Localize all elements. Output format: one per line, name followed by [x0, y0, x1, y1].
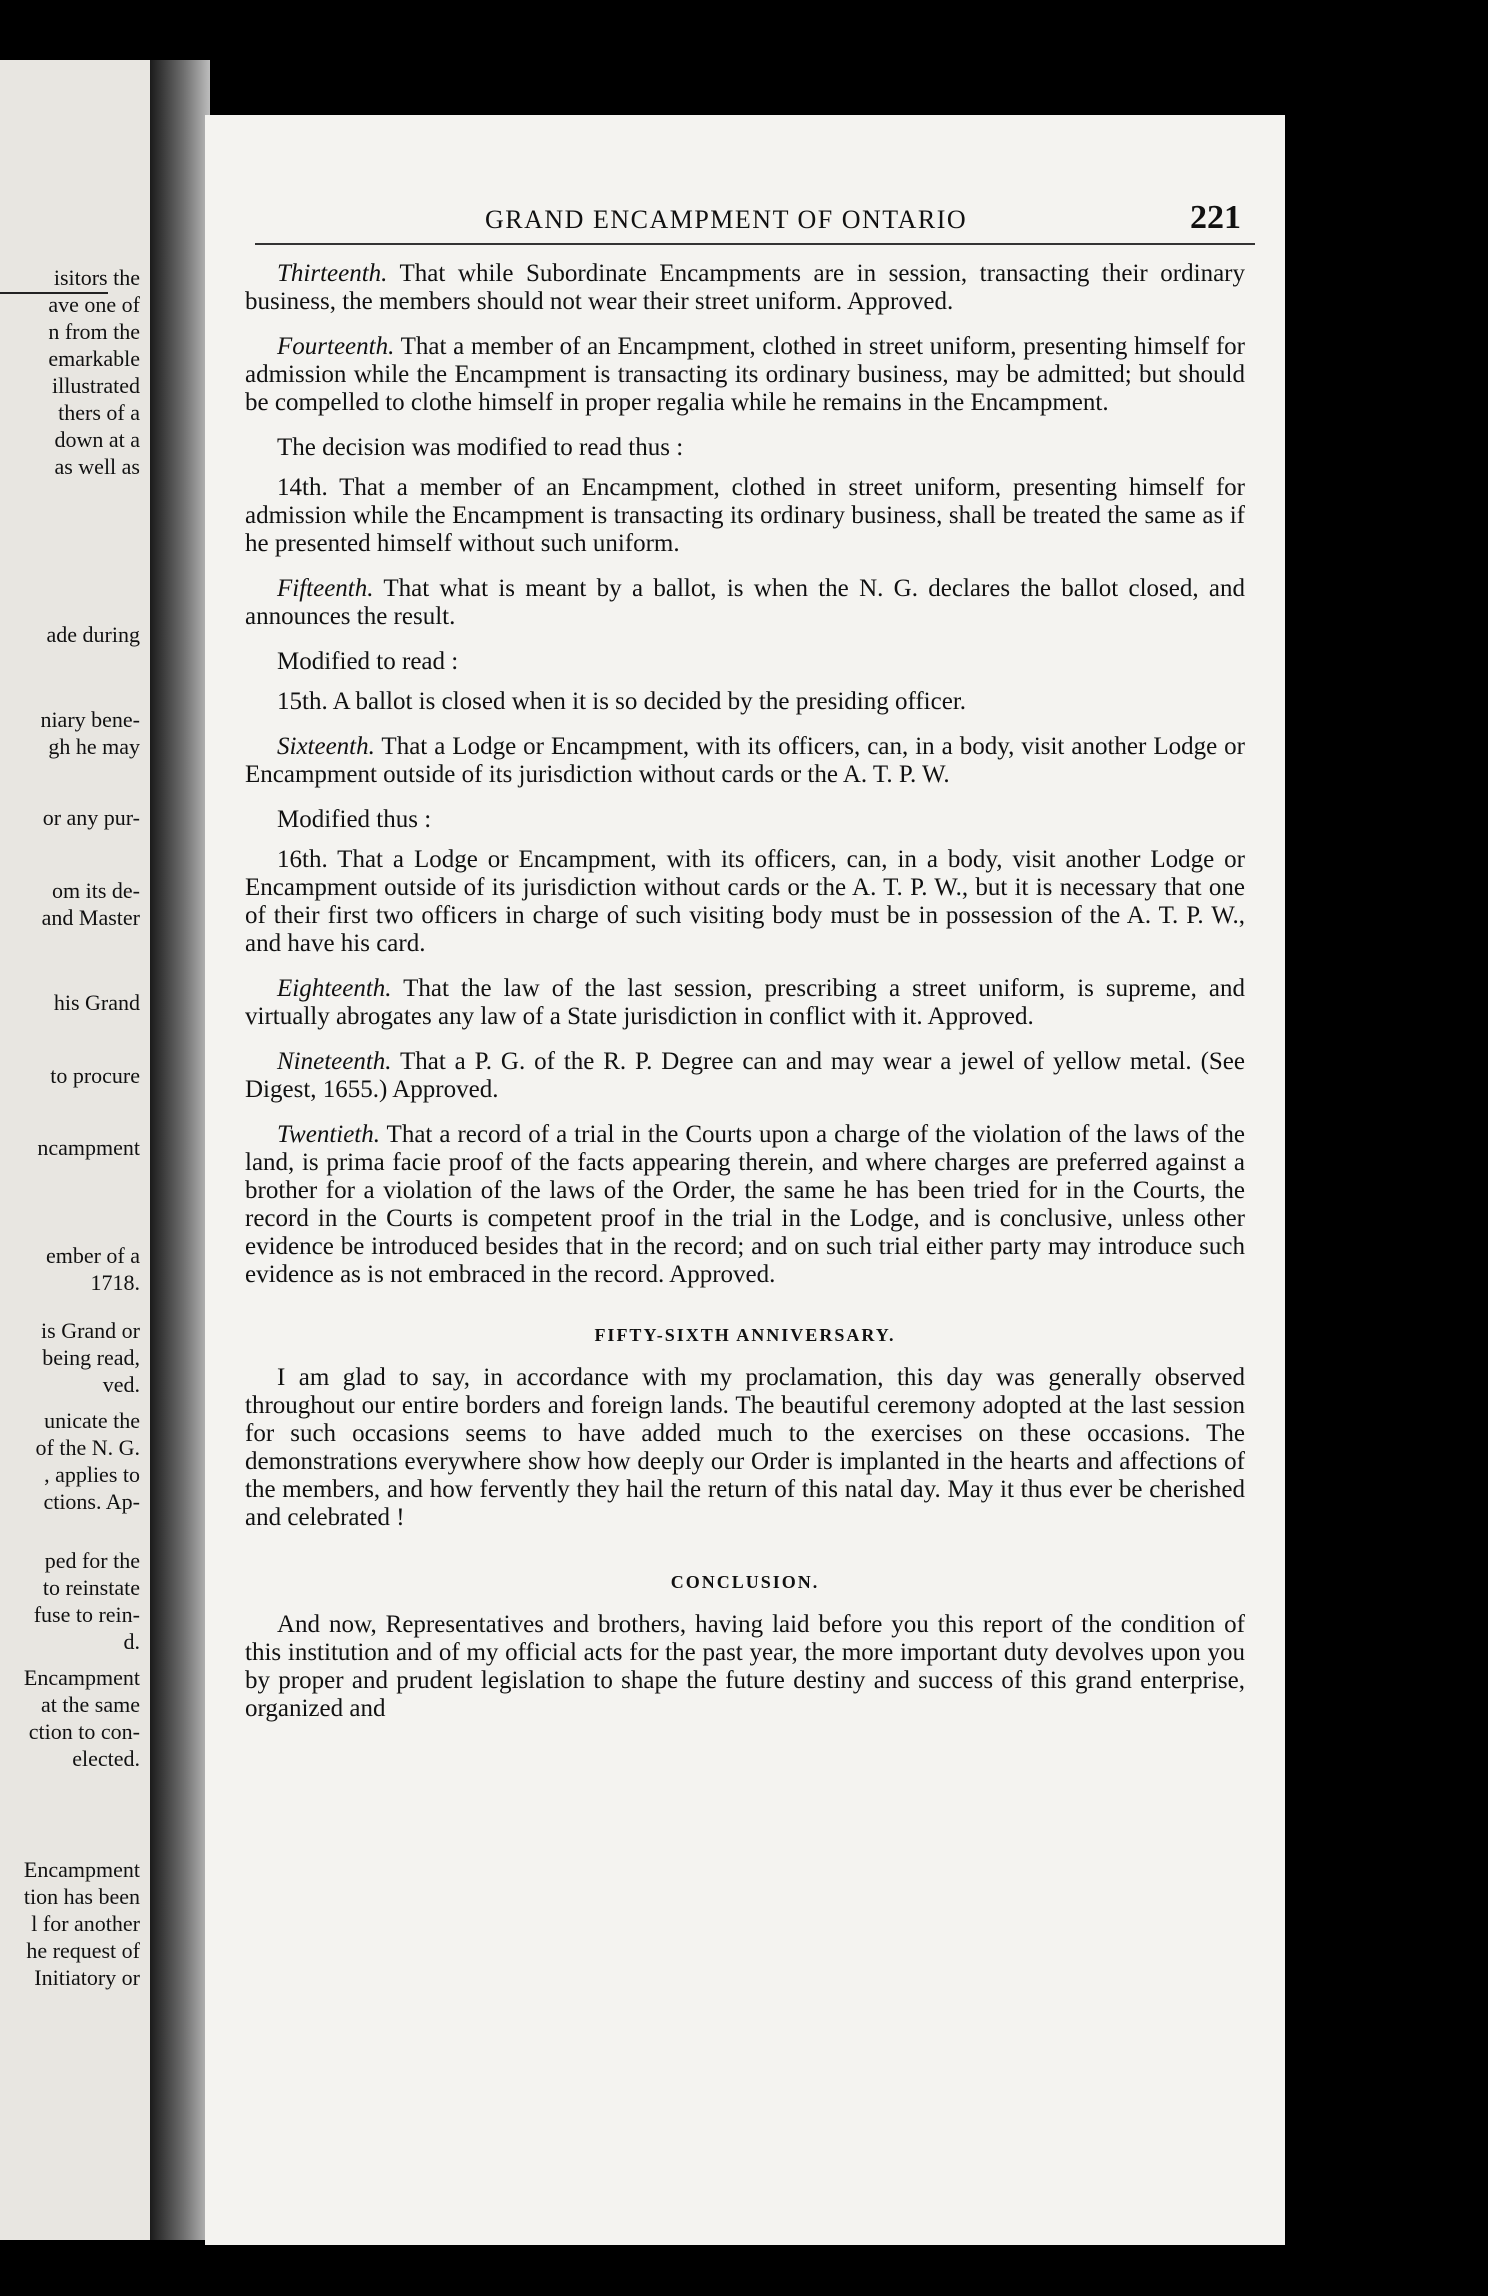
facing-page-line: ember of a: [45, 1243, 140, 1268]
facing-page-line: om its de-: [52, 878, 140, 903]
facing-page-line: and Master: [41, 905, 140, 930]
facing-page-line: unicate the: [44, 1408, 140, 1433]
decision-text: That the law of the last session, prescribing a street uniform, is supreme, and virtually abrogates any law of a State jurisdiction in conflict with it. Approved.: [245, 975, 1245, 1030]
facing-page-line: Encampment: [23, 1665, 140, 1690]
decision-lead: Thirteenth.: [277, 260, 388, 287]
decision-lead: Eighteenth.: [277, 975, 392, 1002]
facing-page-line: ved.: [102, 1372, 140, 1397]
decision-text: That a member of an Encampment, clothed in street uniform, presenting himself for admission while the Encampment is transacting its ordinary business, may be admitted; but should be compelled to clothe himself in proper regalia while he remains in the Encampment.: [245, 333, 1245, 416]
decision-lead: Nineteenth.: [277, 1048, 392, 1075]
decision-paragraph: [245, 733, 1245, 789]
decision-lead: Twentieth.: [277, 1121, 381, 1148]
decision-lead: Fourteenth.: [277, 333, 395, 360]
section-heading-conclusion: CONCLUSION.: [670, 1572, 820, 1592]
facing-page-line: isitors the: [53, 265, 140, 290]
facing-page-line: is Grand or: [41, 1318, 140, 1343]
facing-page-line: Encampment: [23, 1857, 140, 1882]
decision-text: 14th. That a member of an Encampment, clothed in street uniform, presenting himself for admission while the Encampment is transacting its ordinary business, shall be treated the same as if he presented himself without such uniform.: [245, 474, 1245, 557]
facing-page-line: or any pur-: [42, 805, 140, 830]
decision-text: That a record of a trial in the Courts upon a charge of the violation of the laws of the land, is prima facie proof of the facts appearing therein, and where charges are preferred against a brother for a violation of the laws of the Order, the same he has been tried for in the Courts, the record in the Courts is competent proof in the trial in the Lodge, and is conclusive, unless other evidence be introduced besides that in the record; and on such trial either party may introduce such evidence as is not embraced in the record. Approved.: [245, 1121, 1245, 1288]
modified-decision: [245, 688, 1245, 716]
section-heading-anniversary: FIFTY-SIXTH ANNIVERSARY.: [594, 1325, 896, 1345]
facing-page-line: , applies to: [44, 1462, 140, 1487]
facing-page-line: illustrated: [52, 373, 140, 398]
facing-page-line: d.: [123, 1629, 140, 1654]
decision-text: Modified thus :: [277, 806, 432, 833]
modification-note: [245, 434, 1245, 462]
facing-page-line: elected.: [72, 1746, 140, 1771]
facing-page-line: to reinstate: [42, 1575, 140, 1600]
facing-page-line: fuse to rein-: [33, 1602, 140, 1627]
decision-paragraph: [245, 575, 1245, 631]
decision-text: That while Subordinate Encampments are in session, transacting their ordinary business, the members should not wear their street uniform. Approved.: [245, 260, 1245, 315]
decision-text: Modified to read :: [277, 648, 459, 675]
page-number: 221: [1190, 199, 1241, 236]
facing-page-line: being read,: [42, 1345, 140, 1370]
facing-page-line: niary bene-: [40, 707, 140, 732]
decision-paragraph: [245, 1048, 1245, 1104]
facing-page-line: l for another: [31, 1911, 140, 1936]
facing-page-line: of the N. G.: [35, 1435, 140, 1460]
decision-paragraph: [245, 333, 1245, 417]
decision-paragraph: [245, 1121, 1245, 1289]
facing-page-line: down at a: [54, 427, 140, 452]
facing-page-line: 1718.: [90, 1270, 140, 1295]
facing-page-line: n from the: [48, 319, 140, 344]
running-head: GRAND ENCAMPMENT OF ONTARIO: [485, 205, 968, 234]
page-body: [245, 260, 1245, 1740]
decision-paragraph: [245, 260, 1245, 316]
facing-page-line: thers of a: [58, 400, 140, 425]
facing-page-line: ncampment: [37, 1135, 140, 1160]
decision-text: That a Lodge or Encampment, with its officers, can, in a body, visit another Lodge or Encampment outside of its jurisdiction without cards or the A. T. P. W.: [245, 733, 1245, 788]
facing-page-line: ave one of: [48, 292, 140, 317]
book-page: [205, 115, 1285, 2245]
facing-page-line: as well as: [54, 454, 140, 479]
conclusion-paragraph: And now, Representatives and brothers, having laid before you this report of the condition of this institution and of my official acts for the past year, the more important duty devolves upon you by proper and prudent legislation to shape the future destiny and success of this grand enterprise, organized and: [245, 1611, 1245, 1722]
anniversary-paragraph: I am glad to say, in accordance with my proclamation, this day was generally observed throughout our entire borders and foreign lands. The beautiful ceremony adopted at the last session for such occasions seems to have added much to the exercises on these occasions. The demonstrations everywhere show how deeply our Order is implanted in the hearts and affections of the members, and how fervently they hail the return of this natal day. May it thus ever be cherished and celebrated !: [245, 1364, 1245, 1531]
page-header: [205, 199, 1285, 245]
facing-page-line: ction to con-: [28, 1719, 140, 1744]
facing-page-line: gh he may: [48, 734, 140, 759]
modified-decision: [245, 474, 1245, 558]
facing-page-line: he request of: [26, 1938, 140, 1963]
facing-page-line: at the same: [41, 1692, 140, 1717]
facing-page-edge: [0, 60, 150, 2240]
facing-page-line: his Grand: [53, 990, 140, 1015]
header-rule: [255, 243, 1255, 245]
decision-text: The decision was modified to read thus :: [277, 434, 684, 461]
facing-page-line: ped for the: [44, 1548, 140, 1573]
facing-page-line: tion has been: [23, 1884, 140, 1909]
decision-text: 16th. That a Lodge or Encampment, with its officers, can, in a body, visit another Lodge or Encampment outside of its jurisdiction without cards or the A. T. P. W., but it is necessary that one of their first two officers in charge of such visiting body must be in possession of the A. T. P. W., and have his card.: [245, 846, 1245, 957]
modified-decision: [245, 846, 1245, 958]
facing-page-line: ctions. Ap-: [43, 1489, 140, 1514]
modification-note: [245, 648, 1245, 676]
decision-text: That a P. G. of the R. P. Degree can and may wear a jewel of yellow metal. (See Digest, 1655.) Approved.: [245, 1048, 1245, 1103]
facing-page-line: ade during: [46, 622, 140, 647]
decision-lead: Sixteenth.: [277, 733, 375, 760]
book-gutter-shadow: [150, 60, 210, 2240]
decision-lead: Fifteenth.: [277, 575, 374, 602]
modification-note: [245, 806, 1245, 834]
facing-page-line: to procure: [50, 1063, 140, 1088]
facing-page-line: Initiatory or: [34, 1965, 140, 1990]
decision-text: 15th. A ballot is closed when it is so decided by the presiding officer.: [277, 688, 967, 715]
decision-paragraph: [245, 975, 1245, 1031]
facing-page-line: emarkable: [48, 346, 140, 371]
decision-text: That what is meant by a ballot, is when the N. G. declares the ballot closed, and announces the result.: [245, 575, 1245, 630]
